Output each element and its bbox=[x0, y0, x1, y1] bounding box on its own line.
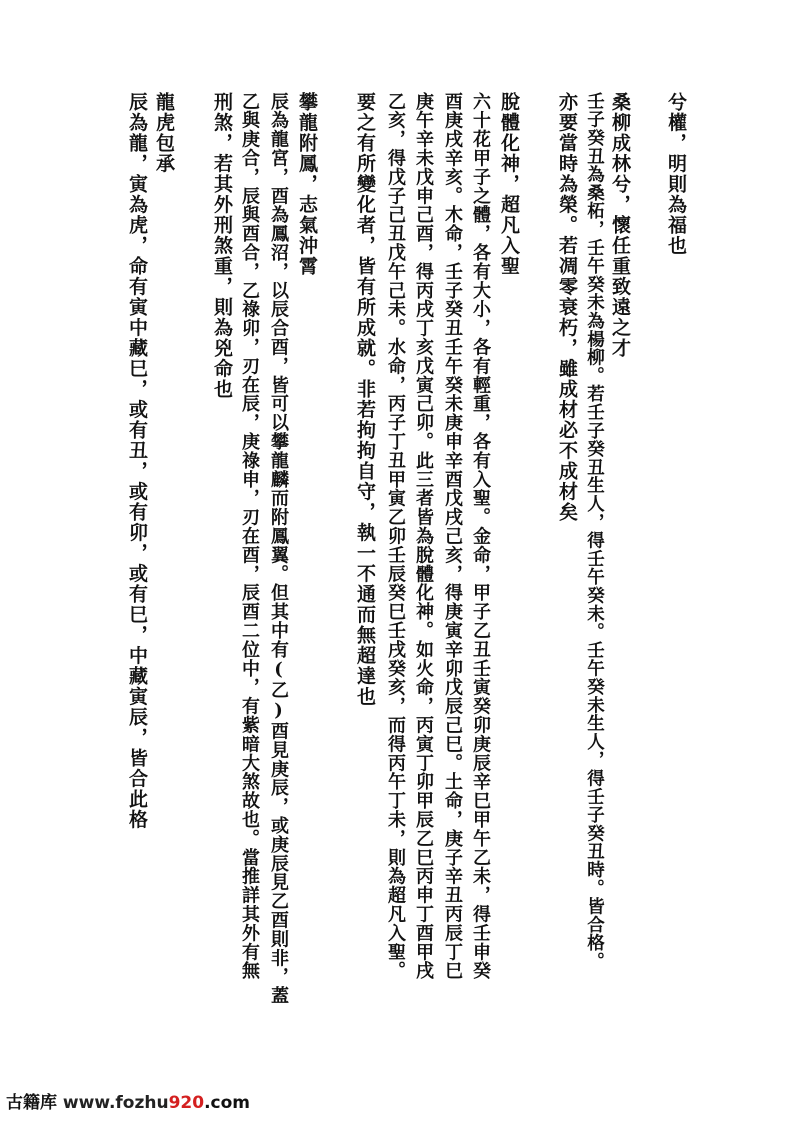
text-column-14: 刑煞，若其外刑煞重，則為兇命也 bbox=[211, 92, 233, 400]
text-column-15: 龍虎包承 bbox=[153, 92, 175, 174]
text-column-6: 六十花甲子之體，各有大小，各有輕重，各有入聖。金命，甲子乙丑壬寅癸卯庚辰辛巳甲午乙未，得壬申癸 bbox=[470, 92, 491, 981]
text-column-10: 要之有所變化者，皆有所成就。非若拘拘自守，執一不通而無超達也 bbox=[354, 92, 376, 707]
text-column-1: 兮權，明則為福也 bbox=[665, 92, 687, 256]
text-column-12: 辰為龍宮，酉為鳳沼，以辰合酉，皆可以攀龍麟而附鳳翼。但其中有(乙)酉見庚辰，或庚辰見乙酉則非，蓋 bbox=[268, 92, 289, 1006]
site-url-part: www.fozhu bbox=[62, 1093, 169, 1113]
text-column-16: 辰為龍，寅為虎，命有寅中藏巳，或有丑，或有卯，或有巳，中藏寅辰，皆合此格 bbox=[126, 92, 148, 830]
site-url-number: 920 bbox=[168, 1093, 205, 1113]
site-name: 古籍库 bbox=[6, 1093, 63, 1113]
text-column-5: 脫體化神，超凡入聖 bbox=[498, 92, 520, 277]
text-column-11: 攀龍附鳳，志氣沖霄 bbox=[296, 92, 318, 277]
text-column-9: 乙亥，得戊子己丑戊午己未。水命，丙子丁丑甲寅乙卯壬辰癸巳壬戌癸亥，而得丙午丁未，則為超凡入聖。 bbox=[385, 92, 406, 981]
text-column-7: 酉庚戌辛亥。木命，壬子癸丑壬午癸未庚申辛酉戊戌己亥，得庚寅辛卯戊辰己巳。土命，庚子辛丑丙辰丁巳 bbox=[442, 92, 463, 981]
site-watermark bbox=[6, 1088, 250, 1113]
text-column-4: 亦要當時為榮。若凋零衰朽，雖成材必不成材矣 bbox=[556, 92, 578, 523]
text-column-13: 乙與庚合，辰與酉合，乙祿卯，刃在辰，庚祿申，刃在酉，辰酉二位中，有紫暗大煞故也。當推詳其外有無 bbox=[239, 92, 260, 981]
text-column-8: 庚午辛未戊申己酉，得丙戌丁亥戊寅己卯。此三者皆為脫體化神。如火命，丙寅丁卯甲辰乙巳丙申丁酉甲戌 bbox=[413, 92, 434, 981]
site-url-suffix: .com bbox=[204, 1093, 251, 1113]
text-column-2: 桑柳成林兮，懷任重致遠之才 bbox=[609, 92, 631, 359]
text-column-3: 壬子癸丑為桑柘，壬午癸未為楊柳。若壬子癸丑生人，得壬午癸未。壬午癸未生人，得壬子癸丑時。皆合格。 bbox=[584, 92, 605, 971]
